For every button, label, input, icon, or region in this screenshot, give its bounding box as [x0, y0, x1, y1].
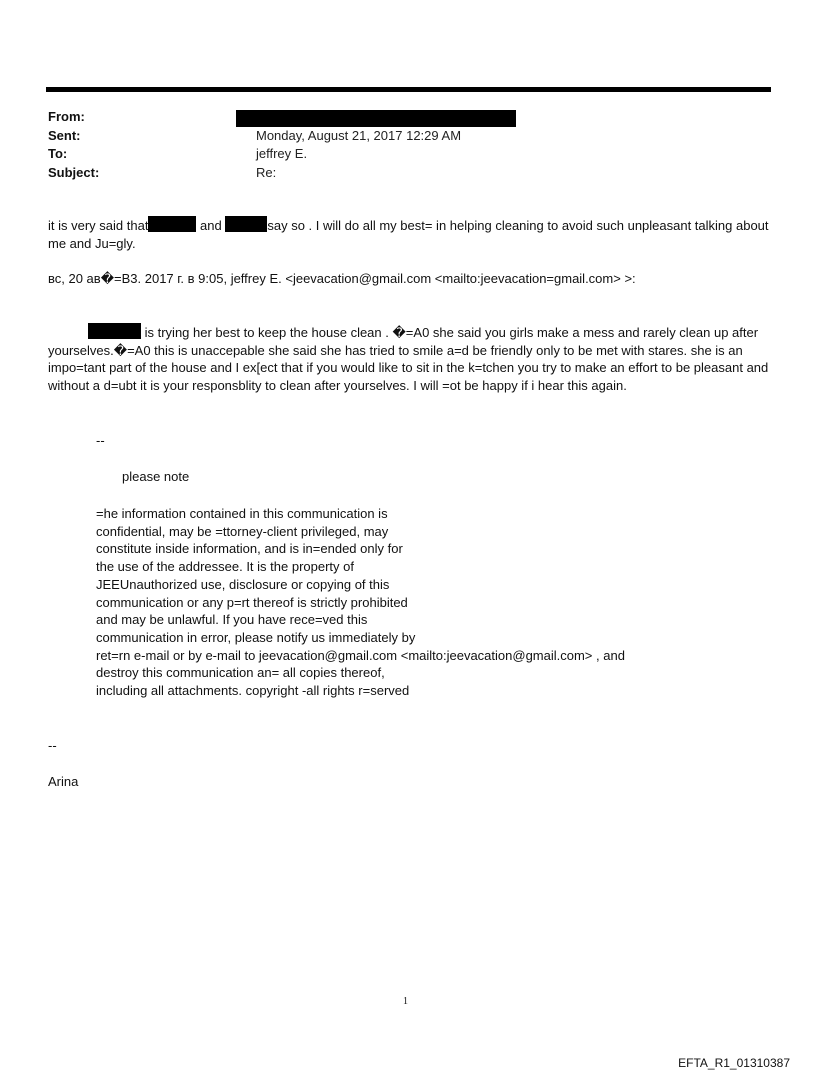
- disclaimer-line: communication in error, please notify us immediately by: [96, 629, 416, 645]
- subject-row: [48, 164, 768, 183]
- sent-label: Sent:: [48, 127, 81, 143]
- disclaimer-line: confidential, may be =ttorney-client privileged, may: [96, 523, 389, 539]
- disclaimer-line: communication or any p=rt thereof is strictly prohibited: [96, 594, 408, 610]
- sent-value: Monday, August 21, 2017 12:29 AM: [256, 127, 462, 143]
- disclaimer-line: destroy this communication an= all copies thereof,: [96, 665, 385, 681]
- sender-name: Arina: [48, 774, 79, 789]
- page-number: 1: [403, 996, 408, 1007]
- to-value: jeffrey E.: [256, 146, 308, 162]
- quoted-message: [48, 323, 778, 394]
- from-row: [48, 108, 768, 127]
- reply-text-2: and: [196, 218, 226, 233]
- quoted-text: is trying her best to keep the house clean . �=A0 she said you girls make a mess and rarely clean up after yourselves.�=A0 this is unaccepable she said she has tried to smile a=d be friendly only to be met with stares. she is an impo=tant part of the house and I ex[ect that if you would like to sit in the k=tchen you try to make an effort to be pleasant and without a d=ubt it is your responsblity to clean after yourselves. I will =ot be happy if i hear this again.: [48, 325, 769, 393]
- from-label: From:: [48, 109, 85, 124]
- disclaimer-line: JEEUnauthorized use, disclosure or copying of this: [96, 576, 390, 592]
- disclaimer-line: ret=rn e-mail or by e-mail to jeevacation@gmail.com <mailto:jeevacation@gmail.com> , and: [96, 647, 625, 663]
- header-divider-rule: [46, 87, 771, 92]
- please-note-heading: please note: [122, 469, 190, 484]
- reply-text-3: say so . I will do all my best= in helping cleaning to avoid such unpleasant talking about me and Ju=gly.: [48, 218, 769, 251]
- subject-label: Subject:: [48, 164, 100, 180]
- disclaimer-line: the use of the addressee. It is the property of: [96, 559, 354, 575]
- disclaimer-line: including all attachments. copyright -all rights r=served: [96, 683, 410, 699]
- disclaimer-block: [96, 505, 716, 700]
- bates-number: EFTA_R1_01310387: [678, 1056, 790, 1070]
- to-row: [48, 145, 768, 164]
- subject-value: Re:: [256, 164, 277, 180]
- sent-row: [48, 127, 768, 146]
- reply-paragraph: [48, 216, 778, 252]
- reply-text-1: it is very said that: [48, 218, 149, 233]
- redaction-name-2: [225, 216, 267, 232]
- quote-header: вс, 20 ав�=В3. 2017 г. в 9:05, jeffrey E. <jeevacation@gmail.com <mailto:jeevacation=gmail.com> >:: [48, 271, 636, 286]
- disclaimer-line: =he information contained in this communication is: [96, 506, 388, 521]
- redaction-name-3: [88, 323, 141, 339]
- from-redaction: [236, 110, 516, 127]
- closing-dashes: --: [48, 738, 57, 753]
- disclaimer-line: constitute inside information, and is in=ended only for: [96, 541, 403, 557]
- signature-dashes: --: [96, 433, 105, 448]
- disclaimer-line: and may be unlawful. If you have rece=ved this: [96, 612, 368, 628]
- redaction-name-1: [148, 216, 196, 232]
- to-label: To:: [48, 146, 68, 162]
- email-header: [48, 108, 768, 182]
